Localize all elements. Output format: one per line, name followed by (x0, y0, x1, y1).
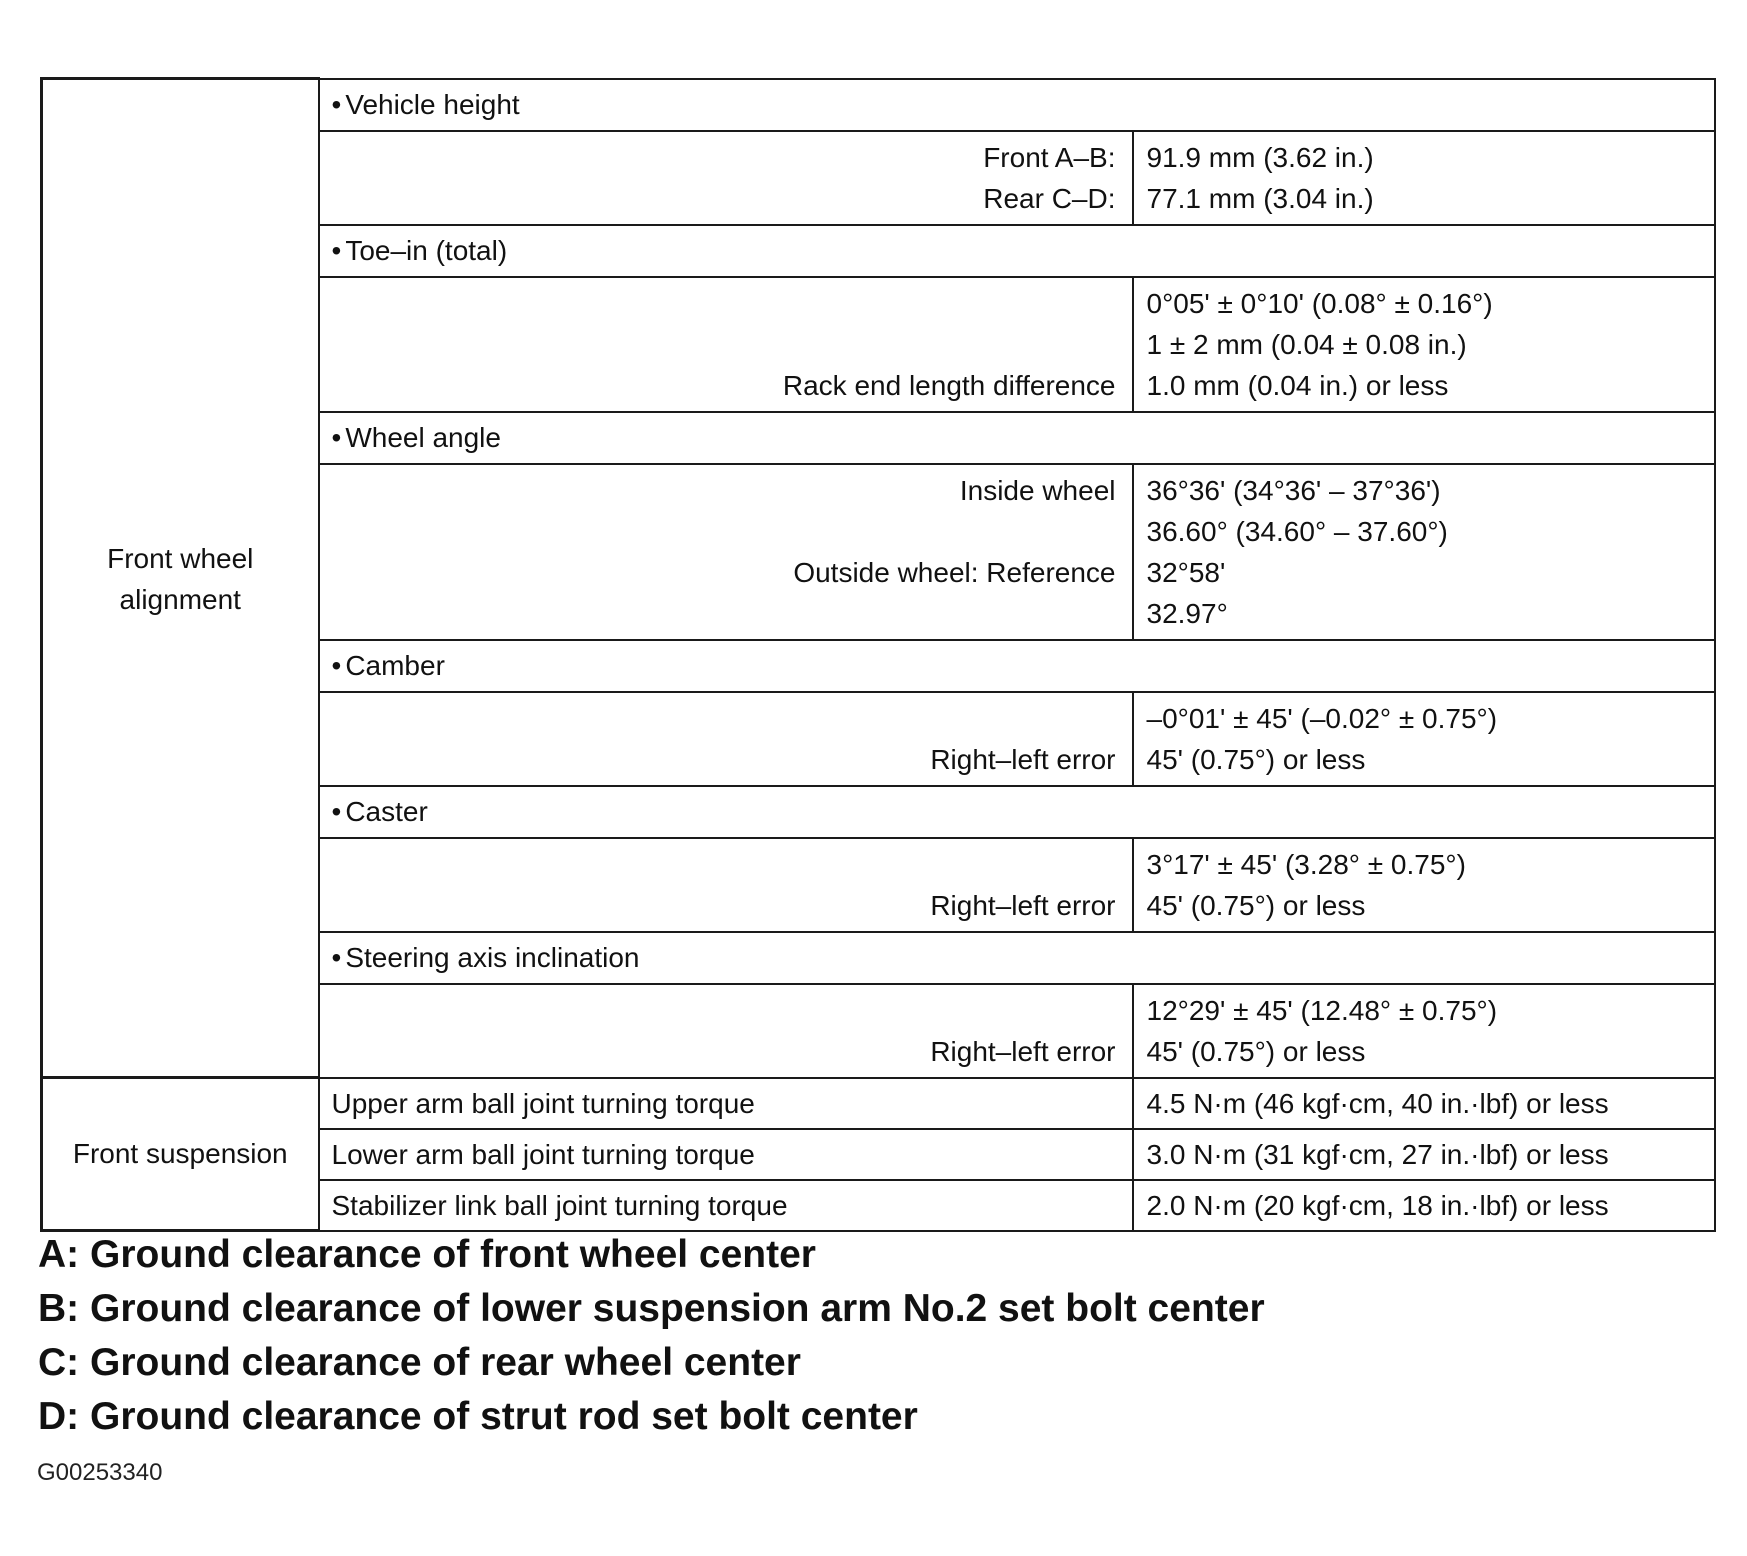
legend-item: A: Ground clearance of front wheel center (38, 1233, 816, 1276)
torque-item-name: Stabilizer link ball joint turning torque (319, 1180, 1133, 1231)
torque-item-name: Lower arm ball joint turning torque (319, 1129, 1133, 1180)
section-title-vehicle-height: • Vehicle height (319, 79, 1715, 131)
group-label-line: Front wheel (107, 543, 254, 574)
vehicle-height-labels: Front A–B: Rear C–D: (319, 131, 1133, 225)
steering-axis-values: 12°29' ± 45' (12.48° ± 0.75°) 45' (0.75°) or less (1133, 984, 1715, 1078)
bullet-icon: • (331, 235, 342, 266)
camber-labels: Right–left error (319, 692, 1133, 786)
section-title-camber: • Camber (319, 640, 1715, 692)
front-wheel-alignment-group-cell (42, 79, 319, 1078)
toe-in-values: 0°05' ± 0°10' (0.08° ± 0.16°) 1 ± 2 mm (0.04 ± 0.08 in.) 1.0 mm (0.04 in.) or less (1133, 277, 1715, 412)
toe-in-labels: Rack end length difference (319, 277, 1133, 412)
figure-id: G00253340 (37, 1459, 163, 1486)
legend-item: B: Ground clearance of lower suspension arm No.2 set bolt center (38, 1287, 1265, 1330)
wheel-angle-labels: Inside wheel Outside wheel: Reference (319, 464, 1133, 640)
camber-values: –0°01' ± 45' (–0.02° ± 0.75°) 45' (0.75°) or less (1133, 692, 1715, 786)
bullet-icon: • (331, 422, 342, 453)
wheel-angle-values: 36°36' (34°36' – 37°36') 36.60° (34.60° – 37.60°) 32°58' 32.97° (1133, 464, 1715, 640)
section-title-toe-in: • Toe–in (total) (319, 225, 1715, 277)
bullet-icon: • (331, 89, 342, 120)
specification-table (40, 77, 1716, 1232)
torque-item-value: 4.5 N·m (46 kgf·cm, 40 in.·lbf) or less (1133, 1078, 1715, 1129)
bullet-icon: • (331, 796, 342, 827)
vehicle-height-values: 91.9 mm (3.62 in.) 77.1 mm (3.04 in.) (1133, 131, 1715, 225)
vehicle-height-header-row (42, 79, 1715, 131)
torque-item-value: 3.0 N·m (31 kgf·cm, 27 in.·lbf) or less (1133, 1129, 1715, 1180)
section-title-wheel-angle: • Wheel angle (319, 412, 1715, 464)
bullet-icon: • (331, 942, 342, 973)
group-label-line: alignment (119, 584, 241, 615)
section-title-caster: • Caster (319, 786, 1715, 838)
section-title-steering-axis-inclination: • Steering axis inclination (319, 932, 1715, 984)
front-suspension-group-cell: Front suspension (42, 1078, 319, 1231)
caster-values: 3°17' ± 45' (3.28° ± 0.75°) 45' (0.75°) or less (1133, 838, 1715, 932)
suspension-row (42, 1078, 1715, 1129)
bullet-icon: • (331, 650, 342, 681)
caster-labels: Right–left error (319, 838, 1133, 932)
legend-list (38, 1228, 1265, 1444)
steering-axis-labels: Right–left error (319, 984, 1133, 1078)
torque-item-value: 2.0 N·m (20 kgf·cm, 18 in.·lbf) or less (1133, 1180, 1715, 1231)
legend-item: D: Ground clearance of strut rod set bolt center (38, 1395, 918, 1438)
torque-item-name: Upper arm ball joint turning torque (319, 1078, 1133, 1129)
legend-item: C: Ground clearance of rear wheel center (38, 1341, 801, 1384)
